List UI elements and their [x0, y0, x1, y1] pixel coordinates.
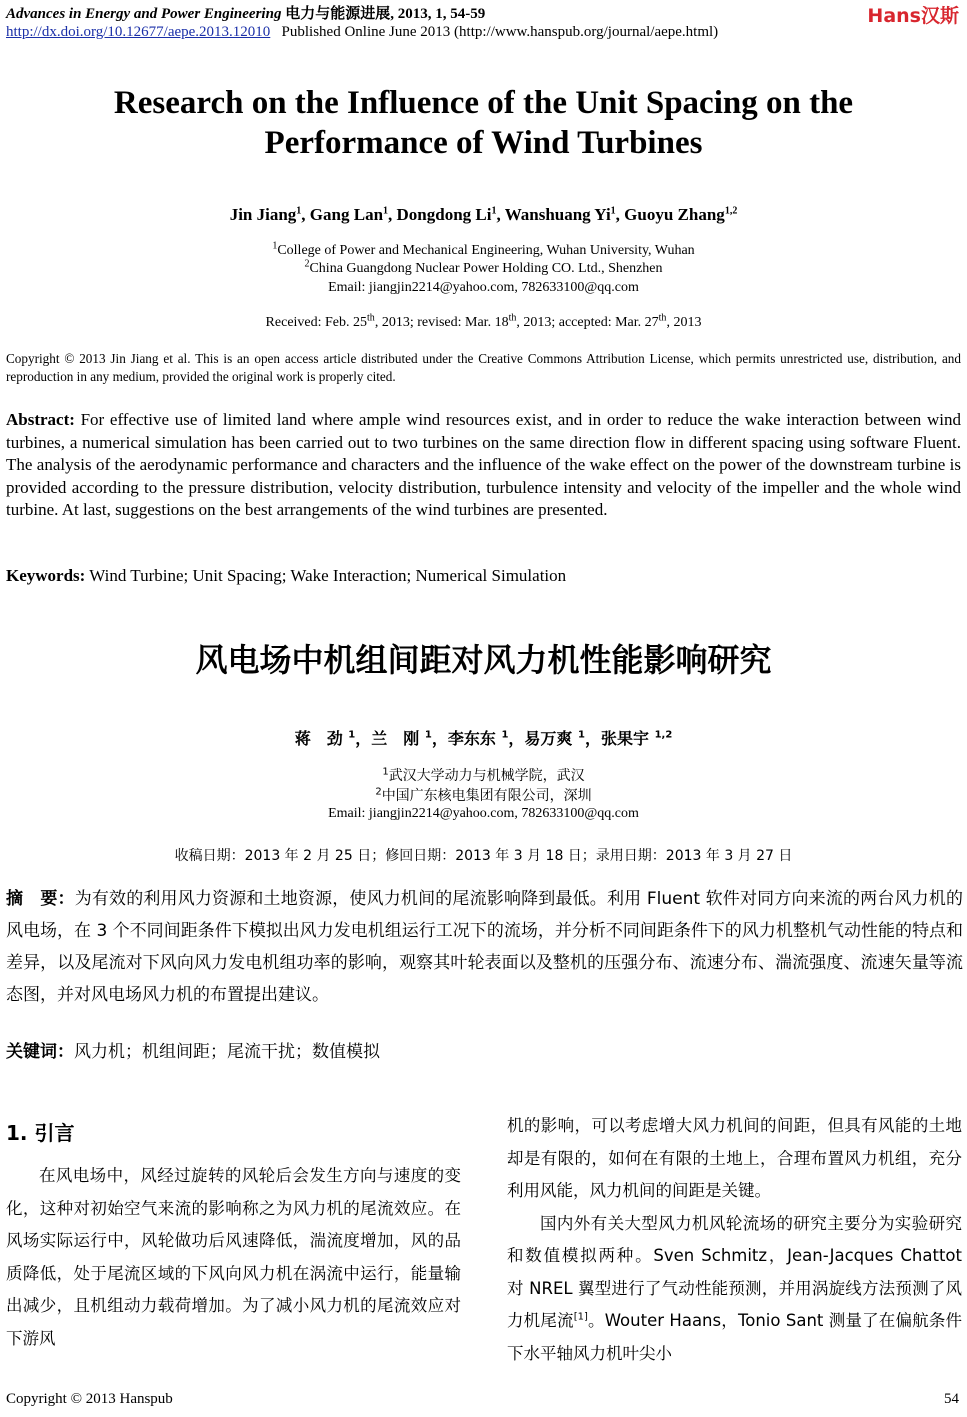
author-cn: 易万爽 $^1$，: [524, 729, 601, 748]
page-number: 54: [944, 1391, 959, 1407]
keywords-en: [6, 566, 566, 586]
abstract-cn: [6, 883, 963, 1011]
keywords-text-cn: 风力机；机组间距；尾流干扰；数值模拟: [74, 1042, 380, 1062]
affiliation-1: $^1$College of Power and Mechanical Engineering, Wuhan University, Wuhan: [272, 240, 695, 258]
logo-text-cn: 汉斯: [920, 5, 959, 27]
title-line-1: Research on the Influence of the Unit Spacing on the: [113, 85, 854, 121]
affiliation-cn-2: $^2$中国广东核电集团有限公司，深圳: [375, 786, 592, 804]
paragraph: 机的影响，可以考虑增大风力机间的间距，但具有风能的土地却是有限的，如何在有限的土地上，合理布置风力机组，充分利用风能，风力机间的间距是关键。: [507, 1116, 962, 1200]
body-column-left: [6, 1160, 461, 1355]
doi-line: [6, 24, 718, 41]
paragraph: 国内外有关大型风力机风轮流场的研究主要分为实验研究和数值模拟两种。Sven Schmitz，Jean-Jacques Chattot 对 NREL 翼型进行了气动性能预测，并用涡旋线方法预测了风力机尾流[1]。Wouter Haans，Tonio Sant 测量了在偏航条件下水平轴风力机叶尖小: [507, 1213, 962, 1363]
abstract-label-cn: 摘 要：: [6, 889, 75, 909]
received-dates: Received: Feb. 25th, 2013; revised: Mar. 18th, 2013; accepted: Mar. 27th, 2013: [265, 312, 702, 330]
author: Wanshuang Yi$^1$,: [504, 205, 625, 224]
abstract-label: Abstract:: [6, 410, 75, 429]
keywords-label-cn: 关键词：: [6, 1042, 74, 1062]
author-list-cn: [0, 726, 967, 749]
author: Jin Jiang$^1$,: [229, 205, 310, 224]
paragraph: 在风电场中，风经过旋转的风轮后会发生方向与速度的变化，这种对初始空气来流的影响称之为风力机的尾流效应。在风场实际运行中，风轮做功后风速降低，湍流度增加，风的品质降低，处于尾流区域的下风向风力机在涡流中运行，能量输出减少，且机组动力载荷增加。为了减小风力机的尾流效应对下游风: [6, 1166, 461, 1348]
abstract-text: For effective use of limited land where ample wind resources exist, and in order to reduce the wake interaction between wind turbines, a numerical simulation has been carried out to two turbines on the same direction flow in different spacing using software Fluent. The analysis of the aerodynamic performance and characters and the influence of the wake effect on the power of the downstream turbine is provided according to the pressure distribution, velocity distribution, turbulence intensity and velocity of the impeller and the whole wind turbine. At last, suggestions on the best arrangements of the wind turbines are presented.: [6, 410, 961, 519]
journal-name-cn: 电力与能源进展: [285, 6, 391, 22]
logo-text-en: Hans: [867, 5, 921, 27]
affiliation-2: $^2$China Guangdong Nuclear Power Holding CO. Ltd., Shenzhen: [304, 258, 663, 276]
citation-ref[interactable]: [1]: [573, 1311, 588, 1323]
paper-title: [0, 83, 967, 163]
keywords-text: Wind Turbine; Unit Spacing; Wake Interaction; Numerical Simulation: [85, 566, 567, 585]
journal-header: [6, 2, 485, 23]
title-line-2: Performance of Wind Turbines: [264, 125, 703, 161]
published-online: Published Online June 2013 (http://www.hanspub.org/journal/aepe.html): [281, 24, 719, 40]
keywords-label: Keywords:: [6, 566, 86, 585]
hanspub-logo: [867, 1, 959, 28]
received-dates-cn: 收稿日期：2013 年 2 月 25 日；修回日期：2013 年 3 月 18 日；录用日期：2013 年 3 月 27 日: [174, 848, 793, 864]
keywords-cn: [6, 1037, 380, 1062]
author: Gang Lan$^1$,: [309, 205, 397, 224]
author: Dongdong Li$^1$,: [396, 205, 505, 224]
doi-link[interactable]: http://dx.doi.org/10.12677/aepe.2013.12010: [6, 24, 271, 40]
journal-name-en: Advances in Energy and Power Engineering: [6, 6, 282, 22]
body-column-right: [507, 1110, 962, 1370]
abstract-text-cn: 为有效的利用风力资源和土地资源，使风力机间的尾流影响降到最低。利用 Fluent 软件对同方向来流的两台风力机的风电场，在 3 个不同间距条件下模拟出风力发电机组运行工况下的流场，并分析不同间距条件下的风力机整机气动性能的特点和差异，以及尾流对下风向风力发电机组功率的影响，观察其叶轮表面以及整机的压强分布、流速分布、湍流强度、流速矢量等流态图，并对风电场风力机的布置提出建议。: [6, 889, 964, 1005]
author-email: Email: jiangjin2214@yahoo.com, 782633100@qq.com: [328, 280, 639, 295]
author-cn: 蒋 劲 $^1$，: [294, 729, 372, 748]
footer-copyright: Copyright © 2013 Hanspub: [6, 1391, 173, 1407]
copyright-notice: Copyright © 2013 Jin Jiang et al. This is an open access article distributed under the Creative Commons Attribution License, which permits unrestricted use, distribution, and reproduction in any medium, provided the original work is properly cited.: [6, 351, 961, 384]
author-cn: 张果宇 $^{1,2}$: [601, 729, 673, 748]
journal-citation: , 2013, 1, 54-59: [390, 6, 486, 22]
abstract-en: [6, 409, 961, 522]
author-cn: 李东东 $^1$，: [447, 729, 525, 748]
affiliation-cn-1: $^1$武汉大学动力与机械学院，武汉: [382, 766, 585, 784]
author-email-cn: Email: jiangjin2214@yahoo.com, 782633100@qq.com: [328, 806, 639, 821]
author-list: [0, 205, 967, 225]
section-heading: 1. 引言: [6, 1121, 75, 1145]
title-cn: 风电场中机组间距对风力机性能影响研究: [195, 641, 772, 679]
author: Guoyu Zhang$^{1,2}$: [624, 205, 738, 224]
author-cn: 兰 刚 $^1$，: [371, 729, 448, 748]
